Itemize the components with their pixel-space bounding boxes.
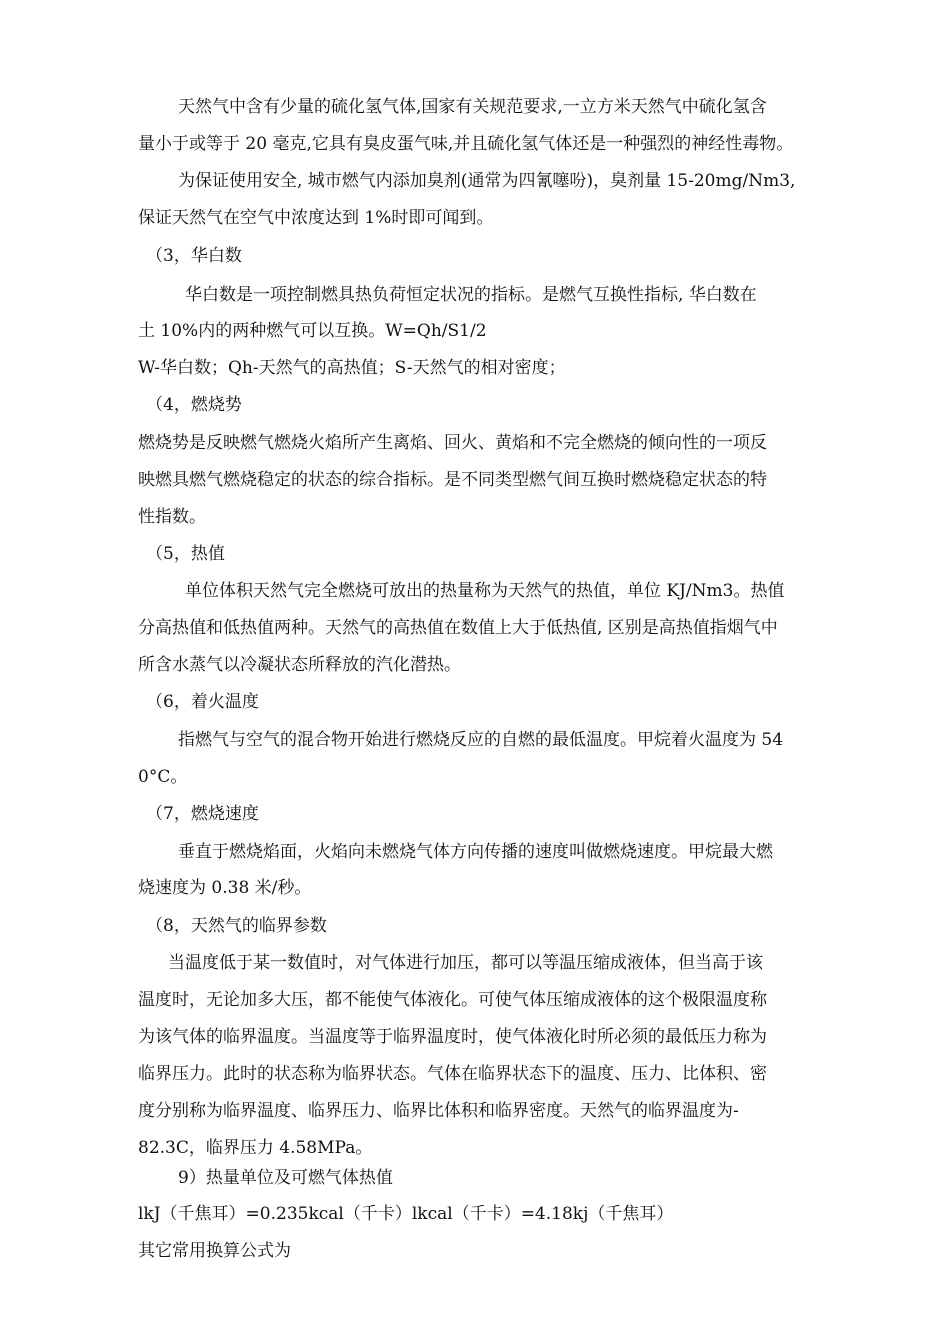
paragraph-line: 量小于或等于 20 毫克,它具有臭皮蛋气味,并且硫化氢气体还是一种强烈的神经性毒物。 (138, 134, 794, 154)
paragraph-line: 性指数。 (138, 507, 206, 527)
paragraph-line: 指燃气与空气的混合物开始进行燃烧反应的自燃的最低温度。甲烷着火温度为 54 (178, 730, 784, 750)
paragraph-line: W-华白数；Qh-天然气的高热值；S-天然气的相对密度； (138, 358, 566, 378)
paragraph-line: 单位体积天然气完全燃烧可放出的热量称为天然气的热值，单位 KJ/Nm3。热值 (185, 581, 785, 601)
paragraph-line: 其它常用换算公式为 (138, 1241, 291, 1261)
paragraph-line: 华白数是一项控制燃具热负荷恒定状况的指标。是燃气互换性指标, 华白数在 (185, 285, 757, 305)
paragraph-line: 当温度低于某一数值时，对气体进行加压，都可以等温压缩成液体，但当高于该 (168, 953, 763, 973)
paragraph-line: 保证天然气在空气中浓度达到 1%时即可闻到。 (138, 208, 494, 228)
paragraph-line: 为该气体的临界温度。当温度等于临界温度时，使气体液化时所必须的最低压力称为 (138, 1027, 767, 1047)
paragraph-line: 垂直于燃烧焰面，火焰向未燃烧气体方向传播的速度叫做燃烧速度。甲烷最大燃 (178, 842, 773, 862)
paragraph-line: 为保证使用安全, 城市燃气内添加臭剂(通常为四氰噻吩)，臭剂量 15-20mg/Nm3, (178, 171, 796, 191)
paragraph-line: lkJ（千焦耳）=0.235kcal（千卡）lkcal（千卡）=4.18kj（千焦耳） (138, 1204, 674, 1224)
paragraph-line: 烧速度为 0.38 米/秒。 (138, 878, 312, 898)
section-heading: （6，着火温度 (146, 692, 259, 712)
paragraph-line: 天然气中含有少量的硫化氢气体,国家有关规范要求,一立方米天然气中硫化氢含 (178, 97, 767, 117)
paragraph-line: 土 10%内的两种燃气可以互换。W=Qh/S1/2 (138, 321, 487, 341)
paragraph-line: 温度时，无论加多大压，都不能使气体液化。可使气体压缩成液体的这个极限温度称 (138, 990, 767, 1010)
paragraph-line: 分高热值和低热值两种。天然气的高热值在数值上大于低热值, 区别是高热值指烟气中 (138, 618, 778, 638)
paragraph-line: 度分别称为临界温度、临界压力、临界比体积和临界密度。天然气的临界温度为- (138, 1101, 739, 1121)
paragraph-line: 临界压力。此时的状态称为临界状态。气体在临界状态下的温度、压力、比体积、密 (138, 1064, 767, 1084)
section-heading: （3，华白数 (146, 246, 242, 266)
paragraph-line: 所含水蒸气以冷凝状态所释放的汽化潜热。 (138, 655, 461, 675)
paragraph-line: 82.3C，临界压力 4.58MPa。 (138, 1138, 373, 1158)
paragraph-line: 燃烧势是反映燃气燃烧火焰所产生离焰、回火、黄焰和不完全燃烧的倾向性的一项反 (138, 433, 767, 453)
section-heading: 9）热量单位及可燃气体热值 (178, 1168, 393, 1188)
section-heading: （7，燃烧速度 (146, 804, 259, 824)
section-heading: （5，热值 (146, 544, 225, 564)
section-heading: （8，天然气的临界参数 (146, 916, 327, 936)
paragraph-line: 映燃具燃气燃烧稳定的状态的综合指标。是不同类型燃气间互换时燃烧稳定状态的特 (138, 470, 767, 490)
paragraph-line: 0°C。 (138, 767, 188, 787)
section-heading: （4，燃烧势 (146, 395, 242, 415)
